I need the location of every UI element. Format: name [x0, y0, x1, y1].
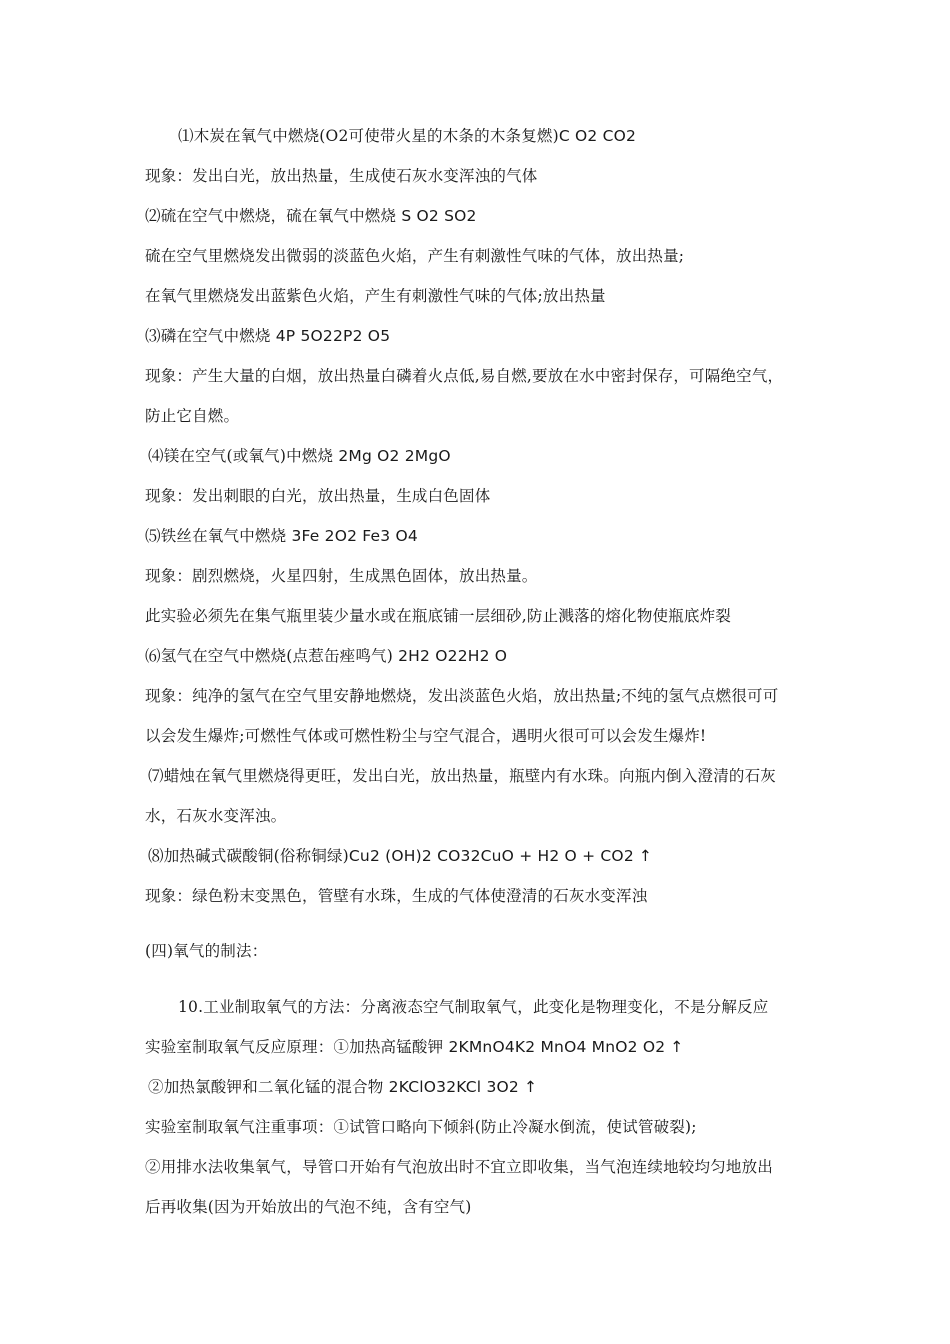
line-copper-carbonate — [148, 845, 818, 867]
chemical-equation: 2Mg O2 2MgO — [338, 447, 451, 465]
line-text: 防止它自燃。 — [145, 407, 240, 425]
line-text: 现象：发出刺眼的白光，放出热量，生成白色固体 — [145, 487, 491, 505]
line-text: 水，石灰水变浑浊。 — [145, 807, 287, 825]
line-text: 后再收集(因为开始放出的气泡不纯，含有空气) — [145, 1198, 472, 1216]
line-charcoal-combustion — [178, 125, 848, 147]
line-candle-combustion — [148, 765, 818, 787]
line-text: ⑺蜡烛在氧气里燃烧得更旺，发出白光，放出热量，瓶壁内有水珠。向瓶内倒入澄清的石灰 — [148, 767, 777, 785]
line-water-collection-cont — [145, 1196, 815, 1218]
line-phosphorus-phenomenon — [145, 365, 815, 387]
line-sulfur-combustion — [145, 205, 815, 227]
line-phosphorus-phenomenon-cont — [145, 405, 815, 427]
chemical-equation: 4P 5O22P2 O5 — [275, 327, 391, 345]
line-text: ⑷镁在空气(或氧气)中燃烧 — [148, 447, 339, 465]
line-industrial-oxygen — [178, 996, 848, 1018]
line-text: ⑵硫在空气中燃烧，硫在氧气中燃烧 — [145, 207, 402, 225]
line-lab-precautions — [145, 1116, 815, 1138]
line-potassium-chlorate — [148, 1076, 818, 1098]
chemical-equation: 2KMnO4K2 MnO4 MnO2 O2 ↑ — [448, 1038, 684, 1056]
line-candle-combustion-cont — [145, 805, 815, 827]
line-text: 现象：发出白光，放出热量，生成使石灰水变浑浊的气体 — [145, 167, 538, 185]
line-text: 现象：产生大量的白烟，放出热量白磷着火点低,易自燃,要放在水中密封保存，可隔绝空气， — [145, 367, 784, 385]
line-water-collection — [145, 1156, 815, 1178]
chemical-equation: C O2 CO2 — [558, 127, 637, 145]
chemical-equation: 2H2 O22H2 O — [398, 647, 508, 665]
line-sulfur-oxygen — [145, 285, 815, 307]
line-text: 现象：绿色粉末变黑色，管壁有水珠，生成的气体使澄清的石灰水变浑浊 — [145, 887, 648, 905]
chemical-equation: 3Fe 2O2 Fe3 O4 — [291, 527, 418, 545]
line-magnesium-combustion — [148, 445, 818, 467]
line-text: ⑶磷在空气中燃烧 — [145, 327, 276, 345]
line-hydrogen-phenomenon-cont — [145, 725, 815, 747]
line-text: ②用排水法收集氧气，导管口开始有气泡放出时不宜立即收集，当气泡连续地较均匀地放出 — [145, 1158, 774, 1176]
section-heading-oxygen-preparation — [145, 940, 815, 962]
line-copper-carbonate-phenomenon — [145, 885, 815, 907]
chemical-equation: Cu2 (OH)2 CO32CuO + H2 O + CO2 ↑ — [348, 847, 653, 865]
line-hydrogen-combustion — [145, 645, 815, 667]
line-text: 现象：纯净的氢气在空气里安静地燃烧，发出淡蓝色火焰，放出热量;不纯的氢气点燃很可可 — [145, 687, 779, 705]
line-text: 在氧气里燃烧发出蓝紫色火焰，产生有刺激性气味的气体;放出热量 — [145, 287, 606, 305]
line-text: ⑹氢气在空气中燃烧(点惹缶痤鸣气) — [145, 647, 399, 665]
line-iron-combustion — [145, 525, 815, 547]
line-text: 10.工业制取氧气的方法：分离液态空气制取氧气，此变化是物理变化，不是分解反应 — [178, 998, 769, 1016]
line-sulfur-air — [145, 245, 815, 267]
line-text: ⑸铁丝在氧气中燃烧 — [145, 527, 292, 545]
line-text: 以会发生爆炸;可燃性气体或可燃性粉尘与空气混合，遇明火很可可以会发生爆炸! — [145, 727, 707, 745]
line-text: 硫在空气里燃烧发出微弱的淡蓝色火焰，产生有刺激性气味的气体，放出热量; — [145, 247, 685, 265]
line-charcoal-phenomenon — [145, 165, 815, 187]
chemical-equation: S O2 SO2 — [401, 207, 477, 225]
line-text: ⑴木炭在氧气中燃烧(O2可使带火星的木条的木条复燃) — [178, 127, 559, 145]
line-iron-phenomenon — [145, 565, 815, 587]
line-lab-oxygen-principle — [145, 1036, 815, 1058]
line-text: ②加热氯酸钾和二氧化锰的混合物 — [148, 1078, 389, 1096]
line-text: 现象：剧烈燃烧，火星四射，生成黑色固体，放出热量。 — [145, 567, 538, 585]
line-text: ⑻加热碱式碳酸铜(俗称铜绿) — [148, 847, 349, 865]
line-hydrogen-phenomenon — [145, 685, 815, 707]
line-magnesium-phenomenon — [145, 485, 815, 507]
line-text: 实验室制取氧气注重事项：①试管口略向下倾斜(防止冷凝水倒流，使试管破裂); — [145, 1118, 697, 1136]
line-text: 此实验必须先在集气瓶里装少量水或在瓶底铺一层细砂,防止溅落的熔化物使瓶底炸裂 — [145, 607, 732, 625]
chemical-equation: 2KClO32KCl 3O2 ↑ — [388, 1078, 538, 1096]
line-text: 实验室制取氧气反应原理：①加热高锰酸钾 — [145, 1038, 449, 1056]
line-phosphorus-combustion — [145, 325, 815, 347]
line-iron-note — [145, 605, 815, 627]
line-text: (四)氧气的制法： — [145, 942, 268, 960]
